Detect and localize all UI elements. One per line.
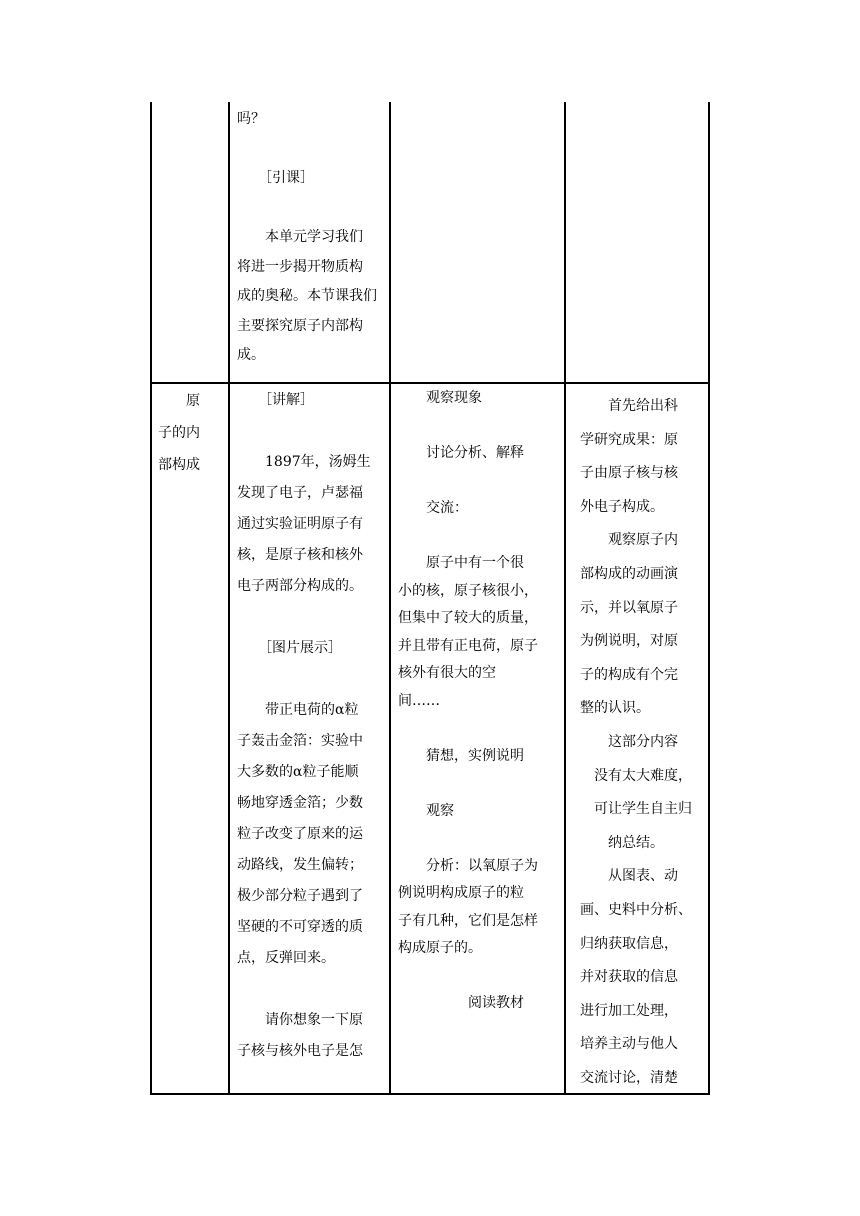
text-line <box>398 523 562 551</box>
table-row-divider <box>150 382 710 384</box>
table-border-col3 <box>389 102 391 1094</box>
row2-teacher-activity-text <box>237 385 385 1067</box>
text-line: 请你想象一下原 <box>237 1012 363 1028</box>
text-line: 核外有很大的空 <box>398 665 496 681</box>
text-line: 并对获取的信息 <box>580 969 678 986</box>
text-line: 首先给出科 <box>580 398 678 414</box>
text-line: 讨论分析、解释 <box>398 445 524 461</box>
text-line <box>237 416 385 447</box>
text-line: 观察 <box>398 802 454 819</box>
text-line: 学研究成果：原 <box>580 431 678 448</box>
row2-student-activity-text <box>398 385 562 1018</box>
text-line: 子由原子核与核 <box>580 465 678 482</box>
text-line <box>237 664 385 695</box>
row2-design-intent-text <box>580 390 706 1095</box>
text-line <box>237 974 385 1005</box>
text-line: ［引课］ <box>237 170 314 186</box>
text-line: 粒子改变了原来的运 <box>237 826 363 842</box>
text-line: 坚硬的不可穿透的质 <box>237 919 363 935</box>
text-line: 小的核，原子核很小， <box>398 582 538 599</box>
text-line: 交流讨论，清楚 <box>580 1069 678 1086</box>
text-line: 交流： <box>398 500 468 516</box>
table-border-right <box>708 102 710 1094</box>
text-line: 子有几种，它们是怎样 <box>398 912 538 929</box>
text-line: ［图片展示］ <box>237 640 342 656</box>
text-line: 核，是原子核和核外 <box>237 547 363 563</box>
text-line: 培养主动与他人 <box>580 1036 678 1053</box>
row2-design-intent-cell <box>580 390 706 1095</box>
text-line: 带正电荷的α粒 <box>237 702 359 718</box>
text-line: 部构成的动画演 <box>580 565 678 582</box>
text-line: 发现了电子，卢瑟福 <box>237 485 363 501</box>
table-border-left <box>150 102 152 1094</box>
text-line: 但集中了较大的质量， <box>398 610 538 626</box>
text-line: 畅地穿透金箔；少数 <box>237 795 363 811</box>
text-line <box>237 194 385 224</box>
table-border-col2 <box>228 102 230 1094</box>
text-line: 子轰击金箔：实验中 <box>237 733 363 749</box>
text-line: 观察现象 <box>398 390 482 406</box>
text-line: 点，反弹回来。 <box>237 950 335 966</box>
text-line: 大多数的α粒子能顺 <box>237 764 359 780</box>
text-line <box>237 135 385 165</box>
text-line: 部构成 <box>158 457 200 473</box>
text-line: 示，并以氧原子 <box>580 599 678 616</box>
row1-teacher-activity-cell <box>237 105 385 371</box>
text-line: 猜想，实例说明 <box>398 747 524 764</box>
row2-teacher-activity-cell <box>237 385 385 1067</box>
text-line: 子核与核外电子是怎 <box>237 1043 363 1059</box>
text-line: 外电子构成。 <box>580 498 664 515</box>
text-line <box>398 770 562 798</box>
text-line: 动路线，发生偏转； <box>237 857 363 873</box>
text-line <box>398 963 562 991</box>
text-line: 极少部分粒子遇到了 <box>237 888 363 904</box>
text-line: 归纳获取信息， <box>580 935 678 952</box>
text-line: 原 <box>158 393 200 409</box>
text-line: 构成原子的。 <box>398 940 482 956</box>
text-line: 通过实验证明原子有 <box>237 516 363 532</box>
text-line: 电子两部分构成的。 <box>237 578 363 594</box>
text-line <box>398 715 562 743</box>
text-line: 主要探究原子内部构 <box>237 317 363 334</box>
row2-topic-text <box>158 385 224 481</box>
text-line: 并且带有正电荷，原子 <box>398 637 538 654</box>
text-line: 本单元学习我们 <box>237 229 363 245</box>
row2-student-activity-cell <box>398 385 562 1018</box>
text-line: 从图表、动 <box>580 868 678 885</box>
text-line: 进行加工处理， <box>580 1002 678 1019</box>
text-line: 没有太大难度， <box>580 767 692 784</box>
text-line: 原子中有一个很 <box>398 555 524 571</box>
text-line <box>398 825 562 853</box>
text-line: 阅读教材 <box>398 995 524 1011</box>
text-line: 成的奥秘。本节课我们 <box>237 288 377 304</box>
text-line: 纳总结。 <box>580 834 664 851</box>
text-line: 成。 <box>237 347 265 363</box>
text-line: ［讲解］ <box>237 392 314 408</box>
row2-topic-cell <box>158 385 224 481</box>
text-line: 间…… <box>398 692 440 709</box>
table-border-col4 <box>564 102 566 1094</box>
text-line: 画、史料中分析、 <box>580 901 692 918</box>
row1-teacher-activity-text <box>237 105 385 371</box>
text-line: 子的内 <box>158 425 200 441</box>
text-line: 分析：以氧原子为 <box>398 857 538 874</box>
text-line: 例说明构成原子的粒 <box>398 885 524 901</box>
text-line: 观察原子内 <box>580 532 678 549</box>
text-line: 子的构成有个完 <box>580 666 678 683</box>
text-line: 1897年，汤姆生 <box>237 454 371 470</box>
text-line: 这部分内容 <box>580 733 678 750</box>
text-line <box>398 468 562 496</box>
text-line: 为例说明，对原 <box>580 633 678 650</box>
text-line: 整的认识。 <box>580 700 650 717</box>
text-line: 将进一步揭开物质构 <box>237 258 363 275</box>
text-line <box>398 413 562 441</box>
text-line <box>237 602 385 633</box>
text-line: 吗？ <box>237 111 265 127</box>
text-line: 可让学生自主归 <box>580 801 692 818</box>
